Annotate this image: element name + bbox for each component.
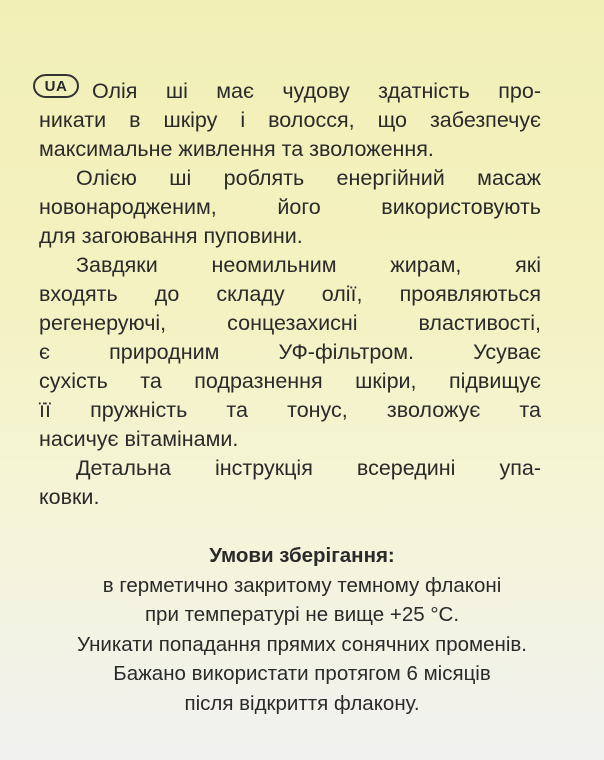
paragraph-4-line-2: ковки. [39, 485, 100, 509]
paragraph-3-line-3: регенеруючі, сонцезахисні властивості, [39, 311, 541, 335]
storage-conditions [0, 541, 604, 718]
paragraph-2-line-2: новонародженим, його використовують [39, 195, 541, 219]
paragraph-3-line-5: сухість та подразнення шкіри, підвищує [39, 369, 541, 393]
paragraph-3-line-1: Завдяки неомильним жирам, які [76, 253, 541, 277]
paragraph-4-line-1: Детальна інструкція всередині упа- [76, 456, 541, 480]
storage-title: Умови зберігання: [209, 544, 395, 567]
paragraph-1-line-1: Олія ші має чудову здатність про- [92, 79, 541, 103]
paragraph-3-line-4: є природним УФ-фільтром. Усуває [39, 340, 541, 364]
storage-line-5: після відкриття флакону. [184, 691, 420, 715]
storage-line-4: Бажано використати протягом 6 місяців [113, 662, 491, 685]
storage-line-3: Уникати попадання прямих сонячних променів. [76, 632, 527, 656]
ua-language-badge: UA [33, 74, 79, 98]
paragraph-2-line-3: для загоювання пуповини. [39, 224, 303, 248]
storage-line-1: в герметично закритому темному флаконі [102, 573, 502, 597]
paragraph-1-line-2: никати в шкіру і волосся, що забезпечує [39, 108, 541, 132]
paragraph-2-line-1: Олією ші роблять енергійний масаж [76, 166, 541, 190]
storage-line-2: при температурі не вище +25 °С. [144, 603, 460, 626]
paragraph-1-line-3: максимальне живлення та зволоження. [39, 137, 434, 161]
paragraph-3-line-2: входять до складу олії, проявляються [39, 282, 541, 306]
paragraph-3-line-6: її пружність та тонус, зволожує та [39, 398, 541, 422]
paragraph-3-line-7: насичує вітамінами. [39, 427, 239, 451]
